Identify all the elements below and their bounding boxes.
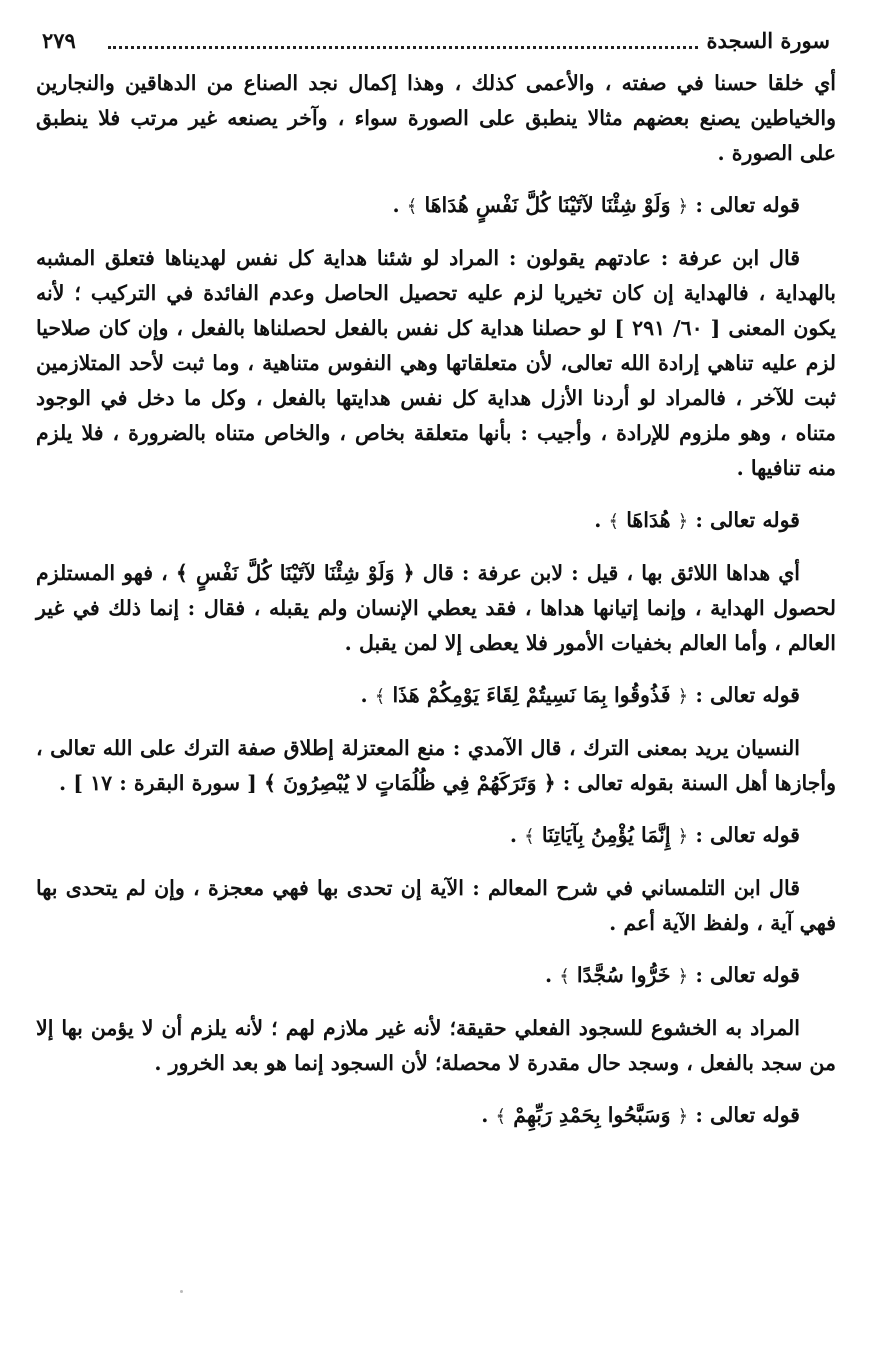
page-body [36, 66, 836, 1134]
scan-speck [180, 1290, 183, 1293]
page-number: ٢٧٩ [42, 28, 76, 53]
commentary-paragraph: المراد به الخشوع للسجود الفعلي حقيقة؛ لأنه غير ملازم لهم ؛ لأنه يلزم أن لا يؤمن بها إلا من سجد بالفعل ، وسجد حال مقدرة لا محصلة؛ لأن السجود إنما هو بعد الخرور . [36, 1016, 836, 1075]
verse-tail: . [594, 508, 602, 532]
page-header [36, 24, 836, 66]
verse-lead: قوله تعالى : [695, 193, 800, 217]
ornate-bracket-open-icon: ﴿ [677, 196, 689, 217]
verse-heading [36, 1098, 836, 1134]
verse-lead: قوله تعالى : [695, 683, 800, 707]
commentary-paragraph: النسيان يريد بمعنى الترك ، قال الآمدي : منع المعتزلة إطلاق صفة الترك على الله تعالى ، وأجازها أهل السنة بقوله تعالى : ﴿ وَتَرَكَهُمْ فِي ظُلُمَاتٍ لا يُبْصِرُونَ ﴾ [ سورة البقرة : ١٧ ] . [36, 736, 836, 795]
verse-tail: . [544, 963, 553, 987]
commentary-paragraph: قال ابن عرفة : عادتهم يقولون : المراد لو شئنا هداية كل نفس لهديناها فتعلق المشبه بالهداية ، فالهداية إن كان تخيريا لزم عليه تحصيل الحاصل وعدم الفائدة في التركيب ؛ لأنه يكون المعنى [ ٦٠/ ٢٩١ ] لو حصلنا هداية كل نفس بالفعل لحصلناها بالفعل ، وإن كان صلاحيا لزم عليه تناهي إرادة الله تعالى، لأن متعلقاتها وهي النفوس متناهية ، وما ثبت لأحد المتلازمين ثبت للآخر ، فالمراد لو أردنا الأزل هداية كل نفس هدايتها بالفعل ، وكل ما دخل في الوجود متناه ، وهو ملزوم للإرادة ، وأجيب : بأنها متعلقة بخاص ، والخاص متناه بالضرورة ، فلا يلزم منه تنافيها . [36, 246, 836, 480]
quran-verse: إِنَّمَا يُؤْمِنُ بِآيَاتِنَا [541, 823, 671, 847]
ornate-bracket-open-icon: ﴿ [677, 826, 689, 847]
ornate-bracket-open-icon: ﴿ [677, 966, 689, 987]
ornate-bracket-close-icon: ﴾ [495, 1106, 507, 1127]
quran-verse: وَلَوْ شِئْنَا لآتَيْنَا كُلَّ نَفْسٍ هُدَاهَا [424, 193, 671, 217]
ornate-bracket-open-icon: ﴿ [677, 686, 689, 707]
ornate-bracket-close-icon: ﴾ [608, 511, 620, 532]
verse-lead: قوله تعالى : [695, 508, 800, 532]
verse-tail: . [360, 683, 368, 707]
ornate-bracket-close-icon: ﴾ [524, 826, 535, 847]
ornate-bracket-close-icon: ﴾ [406, 196, 418, 217]
quran-verse: هُدَاهَا [626, 508, 671, 532]
verse-heading [36, 818, 836, 854]
quran-verse: وَسَبَّحُوا بِحَمْدِ رَبِّهِمْ [513, 1103, 671, 1127]
verse-tail: . [481, 1103, 489, 1127]
verse-lead: قوله تعالى : [695, 963, 800, 987]
verse-tail: . [392, 193, 400, 217]
commentary-paragraph: أي خلقا حسنا في صفته ، والأعمى كذلك ، وهذا إكمال نجد الصناع من الدهاقين والنجارين والخياطين يصنع بعضهم مثالا ينطبق على الصورة سواء ، وآخر يصنعه غير مرتب فلا ينطبق على الصورة . [36, 71, 836, 165]
verse-heading [36, 503, 836, 539]
dotted-leader [108, 46, 698, 49]
ornate-bracket-close-icon: ﴾ [374, 686, 386, 707]
ornate-bracket-open-icon: ﴿ [677, 1106, 689, 1127]
verse-tail: . [509, 823, 517, 847]
ornate-bracket-open-icon: ﴿ [677, 511, 689, 532]
quran-verse: فَذُوقُوا بِمَا نَسِيتُمْ لِقَاءَ يَوْمِكُمْ هَذَا [392, 683, 671, 707]
book-page [36, 24, 836, 1134]
verse-lead: قوله تعالى : [695, 1103, 800, 1127]
ornate-bracket-close-icon: ﴾ [559, 966, 570, 987]
verse-lead: قوله تعالى : [695, 823, 800, 847]
commentary-paragraph: قال ابن التلمساني في شرح المعالم : الآية إن تحدى بها فهي معجزة ، وإن لم يتحدى بها فهي آية ، ولفظ الآية أعم . [36, 876, 836, 935]
verse-heading [36, 958, 836, 994]
commentary-paragraph: أي هداها اللائق بها ، قيل : لابن عرفة : قال ﴿ وَلَوْ شِئْنَا لآتَيْنَا كُلَّ نَفْسٍ ﴾ ، فهو المستلزم لحصول الهداية ، وإنما إتيانها هداها ، فقد يعطي الإنسان ولم يقبله ، فقال : إنما ذلك في غير العالم ، وأما العالم بخفيات الأمور فلا يعطى إلا لمن يقبل . [36, 561, 836, 655]
quran-verse: خَرُّوا سُجَّدًا [576, 963, 671, 987]
verse-heading [36, 188, 836, 224]
verse-heading [36, 678, 836, 714]
surah-title: سورة السجدة [706, 28, 830, 53]
